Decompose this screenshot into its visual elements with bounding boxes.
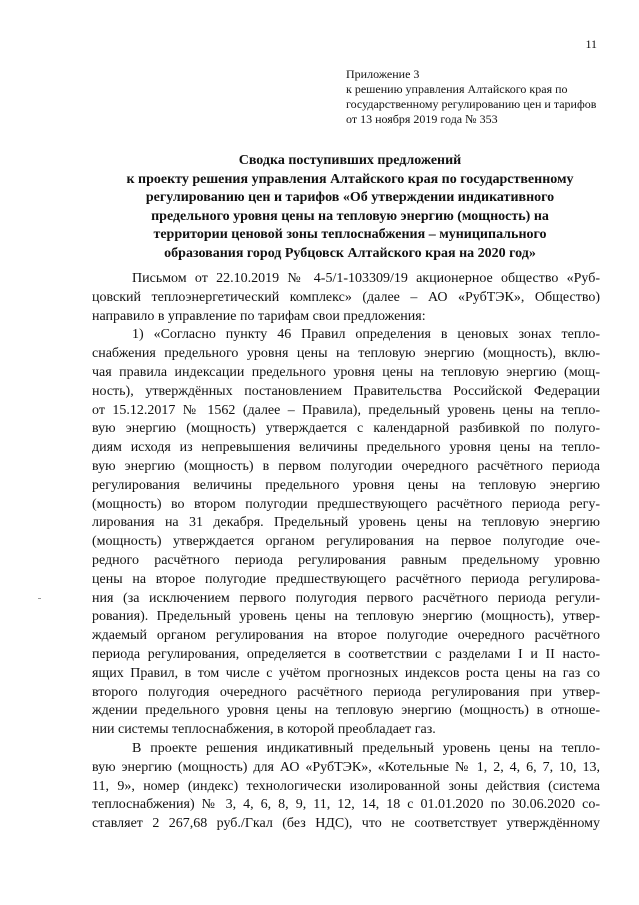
paragraph-letter — [92, 270, 600, 326]
text-line: (мощность) утверждается органом регулирования на первое полугодие оче- — [92, 534, 600, 550]
text-line: теплоснабжения) № 3, 4, 6, 8, 9, 11, 12, 14, 18 с 01.01.2020 по 30.06.2020 со- — [92, 797, 600, 813]
text-line: Письмом от 22.10.2019 № 4-5/1-103309/19 акционерное общество «Руб- — [132, 271, 600, 286]
text-line: 11, 9», номер (индекс) технологически изолированной зоны действия (система — [92, 778, 600, 794]
text-line: лирования на 31 декабря. Предельный уровень цены на тепловую энергию — [92, 515, 600, 531]
title-line: образования город Рубцовск Алтайского края на 2020 год» — [164, 245, 536, 261]
text-line: снабжения предельного уровня цены на тепловую энергию (мощность), вклю- — [92, 346, 600, 362]
title-line: регулированию цен и тарифов «Об утверждении индикативного — [145, 190, 555, 205]
paragraph-proposal — [92, 326, 600, 740]
text-line: ждаемый органом регулирования на второе полугодие очередного расчётного — [92, 628, 600, 644]
text-line: 1) «Согласно пункту 46 Правил определения в ценовых зонах тепло- — [132, 327, 600, 343]
text-line: (мощность) во втором полугодии предшествующего расчётного периода регу- — [92, 496, 600, 512]
text-line: В проекте решения индикативный предельный уровень цены на тепло- — [132, 740, 600, 756]
text-line: цовский теплоэнергетический комплекс» (далее – АО «РубТЭК», Общество) — [92, 289, 600, 305]
appendix-line: государственному регулированию цен и тарифов — [346, 97, 597, 111]
text-line: цены на второе полугодие предшествующего расчётного периода регулирова- — [92, 571, 600, 587]
title-line: к проекту решения управления Алтайского края по государственному — [126, 171, 574, 187]
appendix-line: к решению управления Алтайского края по — [346, 82, 568, 96]
text-line: ставляет 2 267,68 руб./Гкал (без НДС), что не соответствует утверждённому — [92, 816, 600, 832]
text-line: рования). Предельный уровень цены на тепловую энергию (мощность), утвер- — [92, 609, 600, 625]
title-line: территории ценовой зоны теплоснабжения – муниципального — [153, 227, 547, 242]
text-line: ность), утверждённых постановлением Правительства Российской Федерации — [92, 383, 600, 399]
appendix-line: от 13 ноября 2019 года № 353 — [346, 112, 498, 126]
text-line: от 15.12.2017 № 1562 (далее – Правила), предельный уровень цены на тепло- — [92, 402, 600, 418]
text-line: нии системы теплоснабжения, в которой преобладает газ. — [92, 722, 436, 738]
title-line: Сводка поступивших предложений — [238, 153, 462, 168]
paragraph-draft-decision — [92, 740, 600, 834]
text-line: вую энергию (мощность) для АО «РубТЭК», «Котельные № 1, 2, 4, 6, 7, 10, 13, — [92, 759, 600, 775]
text-line: редного расчётного периода регулирования равным предельному уровню — [92, 552, 600, 568]
text-line: ния (за исключением первого полугодия первого расчётного периода регули- — [92, 590, 600, 606]
text-line: вую энергию (мощность) утверждается с календарной разбивкой по полуго- — [92, 421, 600, 437]
text-line: второго полугодия очередного расчётного периода регулирования при утвер- — [92, 684, 600, 700]
text-line: периода регулирования, определяется в соответствии с разделами I и II насто- — [92, 646, 600, 662]
text-line: диям исходя из непревышения величины предельного уровня цены на тепло- — [92, 440, 600, 456]
text-line: направило в управление по тарифам свои предложения: — [92, 308, 426, 324]
text-line: чая правила индексации предельного уровня цены на тепловую энергию (мощ- — [92, 364, 600, 380]
text-line: ждении предельного уровня цены на тепловую энергию (мощность) в отноше- — [92, 703, 600, 719]
scan-mark — [38, 598, 41, 599]
title-line: предельного уровня цены на тепловую энергию (мощность) на — [151, 208, 549, 224]
appendix-header — [346, 67, 616, 127]
text-line: регулирования величины предельного уровня цены на тепловую энергию — [92, 477, 600, 493]
document-title — [90, 152, 610, 263]
text-line: ящих Правил, в том числе с учётом прогнозных индексов роста цены на газ со — [92, 665, 600, 681]
appendix-line: Приложение 3 — [346, 67, 420, 81]
page-number: 11 — [585, 37, 597, 51]
document-body — [92, 270, 600, 834]
text-line: вую энергию (мощность) в первом полугодии очередного расчётного периода — [92, 458, 600, 474]
